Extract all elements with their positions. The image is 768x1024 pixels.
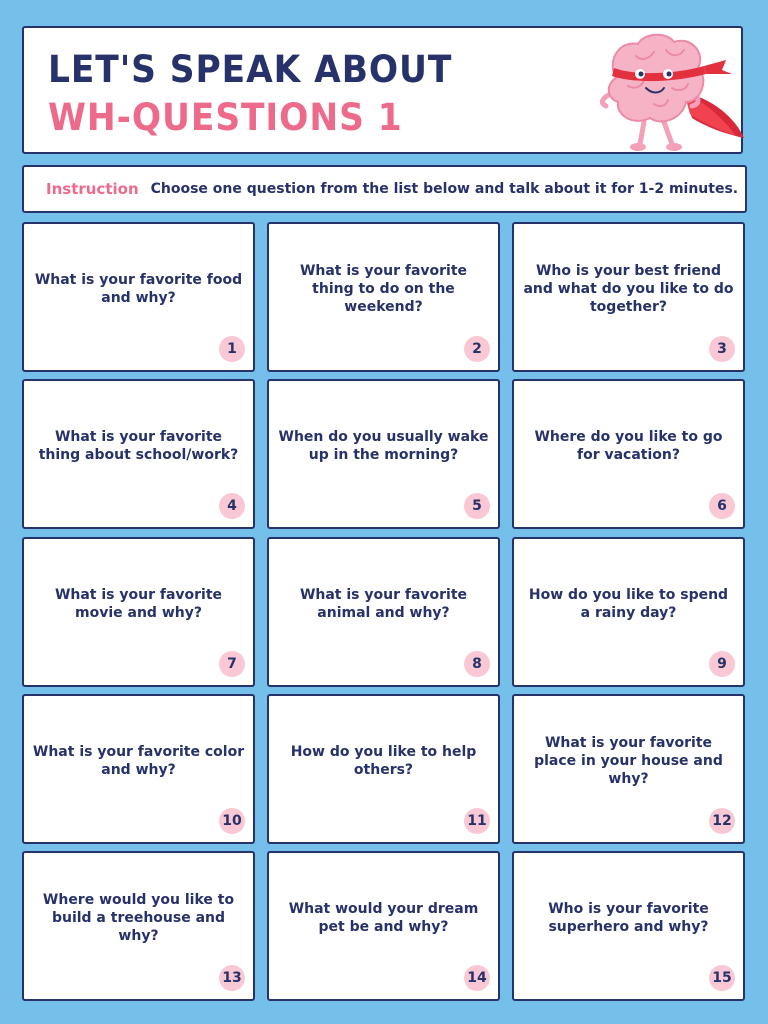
question-card: [22, 222, 255, 372]
question-text: What would your dream pet be and why?: [288, 901, 479, 935]
instruction-bar: [22, 165, 747, 213]
question-text: Where do you like to go for vacation?: [534, 429, 723, 463]
question-card: [267, 222, 500, 372]
question-text: What is your favorite animal and why?: [299, 587, 468, 621]
question-number-badge: 7: [219, 651, 245, 677]
question-number-badge: 5: [464, 493, 490, 519]
question-card: [512, 379, 745, 529]
title-line-2: WH-QUESTIONS 1: [48, 96, 403, 139]
question-card: [267, 851, 500, 1001]
title-line-1: LET'S SPEAK ABOUT: [48, 48, 453, 91]
question-text: Who is your best friend and what do you like to do together?: [523, 263, 734, 315]
question-text: What is your favorite color and why?: [32, 744, 245, 778]
question-card: [22, 694, 255, 844]
question-card: [22, 851, 255, 1001]
question-text: Where would you like to build a treehouse and why?: [42, 892, 235, 944]
instruction-text: Choose one question from the list below and talk about it for 1-2 minutes.: [150, 181, 739, 197]
question-number-badge: 1: [219, 336, 245, 362]
question-number-badge: 2: [464, 336, 490, 362]
question-number-badge: 9: [709, 651, 735, 677]
title-banner: [22, 26, 743, 154]
question-number-badge: 12: [709, 808, 735, 834]
question-card: [512, 851, 745, 1001]
question-text: What is your favorite place in your house and why?: [534, 735, 723, 787]
question-number-badge: 4: [219, 493, 245, 519]
question-text: How do you like to help others?: [290, 744, 477, 778]
question-text: How do you like to spend a rainy day?: [528, 587, 729, 621]
question-number-badge: 14: [464, 965, 490, 991]
question-text: What is your favorite thing to do on the weekend?: [299, 263, 468, 315]
question-number-badge: 6: [709, 493, 735, 519]
question-text: When do you usually wake up in the morning?: [278, 429, 489, 463]
question-card: [512, 537, 745, 687]
question-card: [22, 379, 255, 529]
question-text: What is your favorite movie and why?: [54, 587, 223, 621]
question-card: [267, 537, 500, 687]
question-number-badge: 10: [219, 808, 245, 834]
question-number-badge: 13: [219, 965, 245, 991]
question-number-badge: 11: [464, 808, 490, 834]
question-text: Who is your favorite superhero and why?: [548, 901, 709, 935]
question-number-badge: 8: [464, 651, 490, 677]
question-number-badge: 15: [709, 965, 735, 991]
question-card: [267, 379, 500, 529]
question-card: [22, 537, 255, 687]
question-text: What is your favorite food and why?: [34, 272, 243, 306]
question-card: [267, 694, 500, 844]
question-card: [512, 694, 745, 844]
question-number-badge: 3: [709, 336, 735, 362]
question-text: What is your favorite thing about school/work?: [38, 429, 239, 463]
superhero-brain-icon: [576, 30, 744, 154]
question-card: [512, 222, 745, 372]
instruction-label: Instruction: [46, 180, 139, 198]
